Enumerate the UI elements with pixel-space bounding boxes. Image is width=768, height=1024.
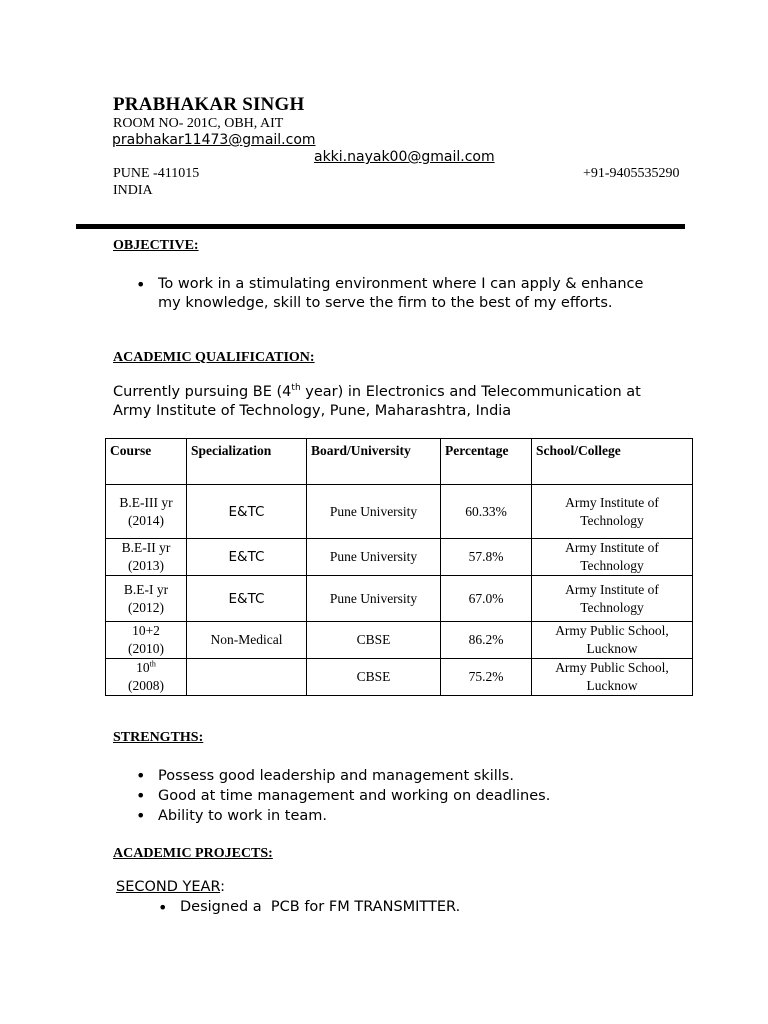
resume-name: PRABHAKAR SINGH [113,94,305,115]
course-name: 10+2 [132,623,160,638]
course-cell [106,539,187,576]
percentage-cell: 67.0% [441,576,532,622]
course-cell [106,659,187,696]
board-cell: Pune University [307,485,441,539]
percentage-cell: 86.2% [441,622,532,659]
strengths-list [136,766,696,826]
course-year: (2008) [128,678,164,693]
course-name: B.E-I yr [123,581,169,597]
table-row [106,539,693,576]
table-row [106,659,693,696]
school-cell: Army Institute of Technology [532,539,693,576]
address-room: ROOM NO- 201C, OBH, AIT [113,116,284,131]
objective-list [136,275,656,313]
specialization-cell: E&TC [187,576,307,622]
current-study-prefix: Currently pursuing BE (4 [113,384,292,400]
current-study-text [113,383,673,421]
board-cell: CBSE [307,659,441,696]
academic-heading: ACADEMIC QUALIFICATION: [113,350,315,365]
percentage-cell: 57.8% [441,539,532,576]
projects-heading: ACADEMIC PROJECTS: [113,846,273,861]
specialization-cell: Non-Medical [187,622,307,659]
course-cell [106,622,187,659]
list-item [158,898,658,917]
percentage-cell: 60.33% [441,485,532,539]
email-link-primary[interactable]: prabhakar11473@gmail.com [112,132,316,148]
list-item-text: Designed a PCB for FM TRANSMITTER. [180,899,461,915]
school-cell: Army Public School, Lucknow [532,659,693,696]
list-item [136,806,696,826]
course-year: (2014) [128,512,164,528]
column-header-specialization: Specialization [187,439,307,485]
course-cell [106,485,187,539]
course-year: (2013) [128,558,164,573]
column-header-course: Course [106,439,187,485]
phone-number: +91-9405535290 [583,166,680,181]
list-item-text: To work in a stimulating environment where I can apply & enhance my knowledge, skill to serve the firm to the best of my efforts. [158,276,644,311]
objective-heading: OBJECTIVE: [113,238,199,253]
column-header-percentage: Percentage [441,439,532,485]
percentage-cell: 75.2% [441,659,532,696]
board-cell: Pune University [307,539,441,576]
school-cell: Army Institute of Technology [532,485,693,539]
list-item [136,766,696,786]
table-row [106,622,693,659]
list-item [136,786,696,806]
projects-list [158,898,658,917]
current-study-suffix: year) in Electronics and Telecommunication at Army Institute of Technology, Pune, Maharashtra, India [113,384,641,419]
list-item-text: Good at time management and working on deadlines. [158,788,551,804]
table-row [106,576,693,622]
current-study-superscript: th [291,383,301,394]
column-header-board: Board/University [307,439,441,485]
list-item-text: Possess good leadership and management skills. [158,768,514,784]
qualification-table [105,438,693,696]
second-year-label [116,879,225,895]
address-city: PUNE -411015 [113,166,200,181]
specialization-cell [187,659,307,696]
course-name: B.E-III yr [119,494,173,510]
header-divider [76,224,685,229]
school-cell: Army Institute of Technology [532,576,693,622]
list-item [136,275,656,313]
table-header-row [106,439,693,485]
specialization-cell: E&TC [187,485,307,539]
course-superscript: th [149,659,156,669]
column-header-school: School/College [532,439,693,485]
course-cell [106,576,187,622]
second-year-colon: : [220,879,225,895]
list-item-text: Ability to work in team. [158,808,328,824]
course-name: 10 [136,660,150,675]
second-year-text: SECOND YEAR [116,879,221,895]
table-row [106,485,693,539]
address-country: INDIA [113,183,153,198]
board-cell: Pune University [307,576,441,622]
school-cell: Army Public School, Lucknow [532,622,693,659]
board-cell: CBSE [307,622,441,659]
course-name: B.E-II yr [121,540,171,555]
email-link-secondary[interactable]: akki.nayak00@gmail.com [314,149,495,165]
strengths-heading: STRENGTHS: [113,730,204,745]
specialization-cell: E&TC [187,539,307,576]
course-year: (2010) [128,641,164,656]
course-year: (2012) [128,599,164,615]
